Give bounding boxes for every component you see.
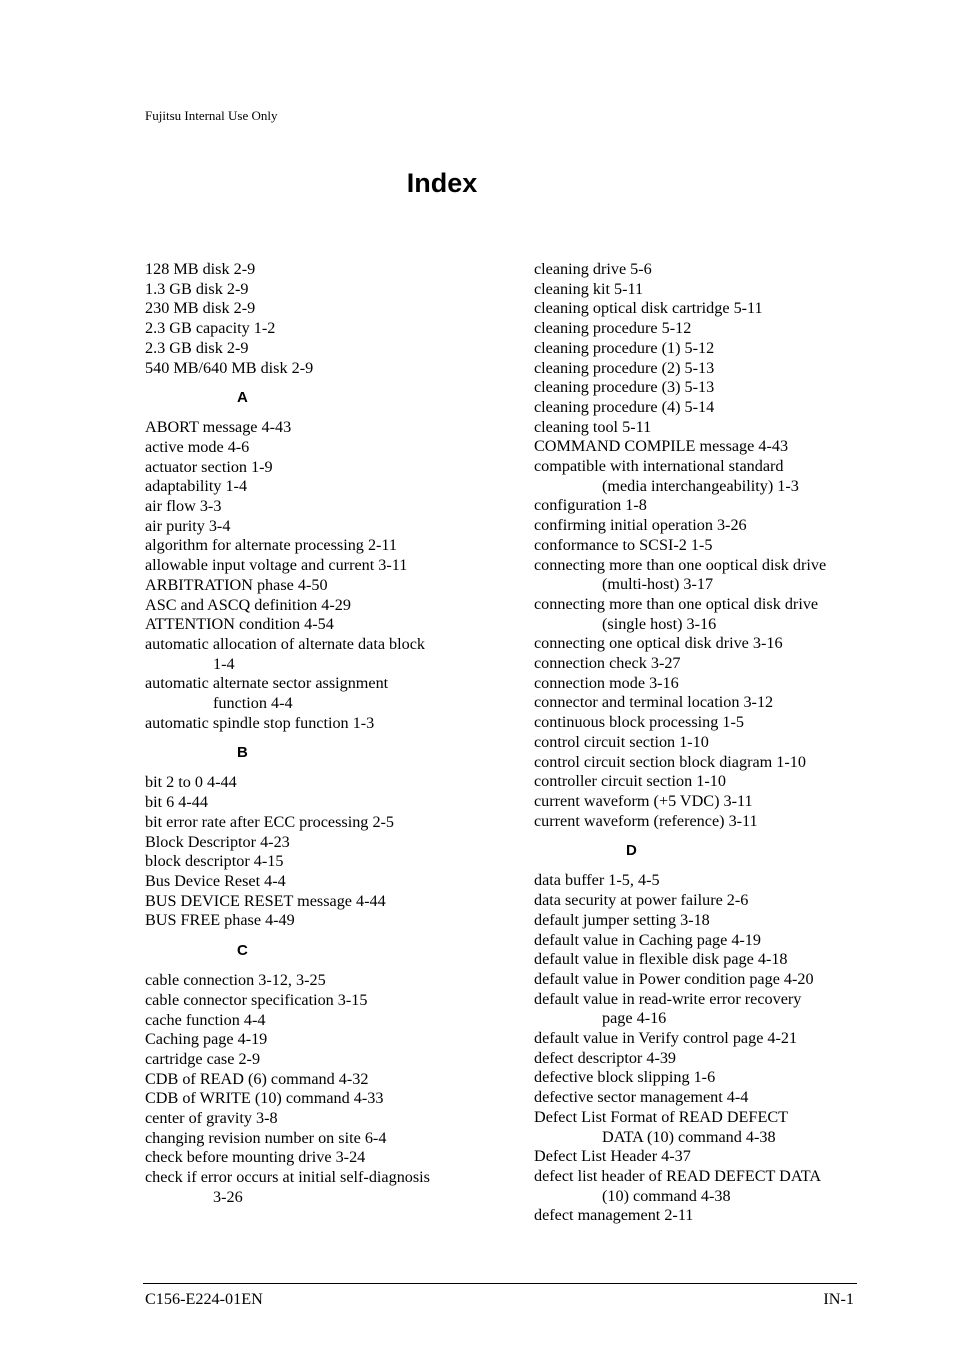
index-entry: 128 MB disk 2-9 xyxy=(145,260,256,278)
index-entry: connecting one optical disk drive 3-16 xyxy=(534,634,783,653)
index-entry-continuation: function 4-4 xyxy=(213,694,293,713)
index-entry: Block Descriptor 4-23 xyxy=(145,832,290,851)
index-entry: cleaning procedure (4) 5-14 xyxy=(534,397,715,416)
index-entry: conformance to SCSI-2 1-5 xyxy=(534,535,713,554)
index-entry: compatible with international standard xyxy=(534,457,784,476)
index-entry: configuration 1-8 xyxy=(534,496,647,515)
index-entry: cable connection 3-12, 3-25 xyxy=(145,971,326,990)
index-entry: 230 MB disk 2-9 xyxy=(145,299,256,318)
index-entry: air flow 3-3 xyxy=(145,497,222,516)
index-entry: Defect List Header 4-37 xyxy=(534,1147,691,1166)
index-entry: defect descriptor 4-39 xyxy=(534,1048,677,1067)
index-entry: actuator section 1-9 xyxy=(145,457,273,476)
index-entry: controller circuit section 1-10 xyxy=(534,772,726,791)
index-entry: 1.3 GB disk 2-9 xyxy=(145,279,249,298)
index-entry: confirming initial operation 3-26 xyxy=(534,516,747,535)
index-entry: ASC and ASCQ definition 4-29 xyxy=(145,595,351,614)
index-entry: cleaning kit 5-11 xyxy=(534,279,644,298)
index-entry: check if error occurs at initial self-diagnosis xyxy=(145,1168,430,1187)
index-entry: connection check 3-27 xyxy=(534,654,681,673)
index-entry-continuation: (single host) 3-16 xyxy=(602,614,717,633)
index-entry: Bus Device Reset 4-4 xyxy=(145,871,286,890)
index-entry: ABORT message 4-43 xyxy=(145,418,292,437)
index-entry: BUS FREE phase 4-49 xyxy=(145,911,295,930)
index-entry: control circuit section block diagram 1-10 xyxy=(534,752,806,771)
index-entry-continuation: 1-4 xyxy=(213,654,235,673)
index-entry: defect list header of READ DEFECT DATA xyxy=(534,1166,822,1185)
index-entry-continuation: DATA (10) command 4-38 xyxy=(602,1127,776,1146)
index-entry: changing revision number on site 6-4 xyxy=(145,1128,387,1147)
index-entry: control circuit section 1-10 xyxy=(534,732,709,751)
index-entry: connecting more than one ooptical disk drive xyxy=(534,555,827,574)
index-entry: automatic alternate sector assignment xyxy=(145,674,389,693)
index-entry: automatic spindle stop function 1-3 xyxy=(145,713,375,732)
index-entry: CDB of WRITE (10) command 4-33 xyxy=(145,1089,384,1108)
index-column-right xyxy=(534,260,864,1226)
index-column-left xyxy=(145,260,475,1208)
index-entry: ARBITRATION phase 4-50 xyxy=(145,575,328,594)
section-letter-c: C xyxy=(237,942,248,960)
index-entry: adaptability 1-4 xyxy=(145,477,248,496)
section-letter-d: D xyxy=(626,842,637,860)
index-entry: default value in Caching page 4-19 xyxy=(534,930,761,949)
index-entry: default value in Power condition page 4-20 xyxy=(534,969,814,988)
index-entry-continuation: page 4-16 xyxy=(602,1009,667,1028)
index-entry: cleaning procedure (1) 5-12 xyxy=(534,338,715,357)
index-entry: continuous block processing 1-5 xyxy=(534,713,744,732)
index-entry: connection mode 3-16 xyxy=(534,673,679,692)
index-entry: default value in Verify control page 4-21 xyxy=(534,1029,798,1048)
index-entry: defective block slipping 1-6 xyxy=(534,1068,716,1087)
section-letter-a: A xyxy=(237,389,248,407)
index-entry: Defect List Format of READ DEFECT xyxy=(534,1107,789,1126)
index-entry: bit 2 to 0 4-44 xyxy=(145,773,237,792)
index-entry: current waveform (+5 VDC) 3-11 xyxy=(534,791,753,810)
index-entry: cartridge case 2-9 xyxy=(145,1049,261,1068)
index-entry: cleaning optical disk cartridge 5-11 xyxy=(534,299,763,318)
index-entry: allowable input voltage and current 3-11 xyxy=(145,556,408,575)
index-entry: block descriptor 4-15 xyxy=(145,852,284,871)
index-entry: algorithm for alternate processing 2-11 xyxy=(145,536,398,555)
index-entry: CDB of READ (6) command 4-32 xyxy=(145,1069,369,1088)
index-entry: data buffer 1-5, 4-5 xyxy=(534,871,660,890)
index-entry: COMMAND COMPILE message 4-43 xyxy=(534,437,789,456)
index-entry: current waveform (reference) 3-11 xyxy=(534,811,758,830)
footer-doc-id: C156-E224-01EN xyxy=(145,1290,263,1308)
index-entry: cable connector specification 3-15 xyxy=(145,990,368,1009)
index-entry: bit error rate after ECC processing 2-5 xyxy=(145,812,395,831)
index-entry: center of gravity 3-8 xyxy=(145,1109,278,1128)
index-entry: 540 MB/640 MB disk 2-9 xyxy=(145,358,314,377)
index-entry: automatic allocation of alternate data block xyxy=(145,634,426,653)
index-entry: bit 6 4-44 xyxy=(145,793,208,812)
index-entry: active mode 4-6 xyxy=(145,437,250,456)
index-entry: defect management 2-11 xyxy=(534,1206,694,1225)
index-entry: BUS DEVICE RESET message 4-44 xyxy=(145,891,386,910)
index-entry: ATTENTION condition 4-54 xyxy=(145,615,334,634)
index-entry: default jumper setting 3-18 xyxy=(534,910,710,929)
index-entry: default value in read-write error recovery xyxy=(534,989,802,1008)
index-entry: connector and terminal location 3-12 xyxy=(534,693,774,712)
page-title: Index xyxy=(406,168,478,198)
index-entry: cleaning drive 5-6 xyxy=(534,260,652,278)
footer-page-number: IN-1 xyxy=(823,1290,854,1308)
section-letter-b: B xyxy=(237,744,248,762)
index-entry: check before mounting drive 3-24 xyxy=(145,1148,366,1167)
index-entry: air purity 3-4 xyxy=(145,516,231,535)
header-note: Fujitsu Internal Use Only xyxy=(145,108,278,123)
index-entry: default value in flexible disk page 4-18 xyxy=(534,950,788,969)
index-entry-continuation: (media interchangeability) 1-3 xyxy=(602,476,799,495)
index-entry-continuation: 3-26 xyxy=(213,1187,243,1206)
index-entry-continuation: (multi-host) 3-17 xyxy=(602,575,714,594)
index-entry: Caching page 4-19 xyxy=(145,1030,268,1049)
index-entry: cache function 4-4 xyxy=(145,1010,266,1029)
index-entry: cleaning tool 5-11 xyxy=(534,417,652,436)
index-entry: cleaning procedure 5-12 xyxy=(534,319,692,338)
index-entry: 2.3 GB capacity 1-2 xyxy=(145,319,276,338)
index-entry-continuation: (10) command 4-38 xyxy=(602,1186,731,1205)
index-entry: data security at power failure 2-6 xyxy=(534,891,749,910)
index-entry: defective sector management 4-4 xyxy=(534,1088,749,1107)
footer-rule xyxy=(143,1283,857,1284)
index-entry: cleaning procedure (2) 5-13 xyxy=(534,358,715,377)
index-entry: cleaning procedure (3) 5-13 xyxy=(534,378,715,397)
index-entry: 2.3 GB disk 2-9 xyxy=(145,338,249,357)
index-entry: connecting more than one optical disk drive xyxy=(534,594,819,613)
